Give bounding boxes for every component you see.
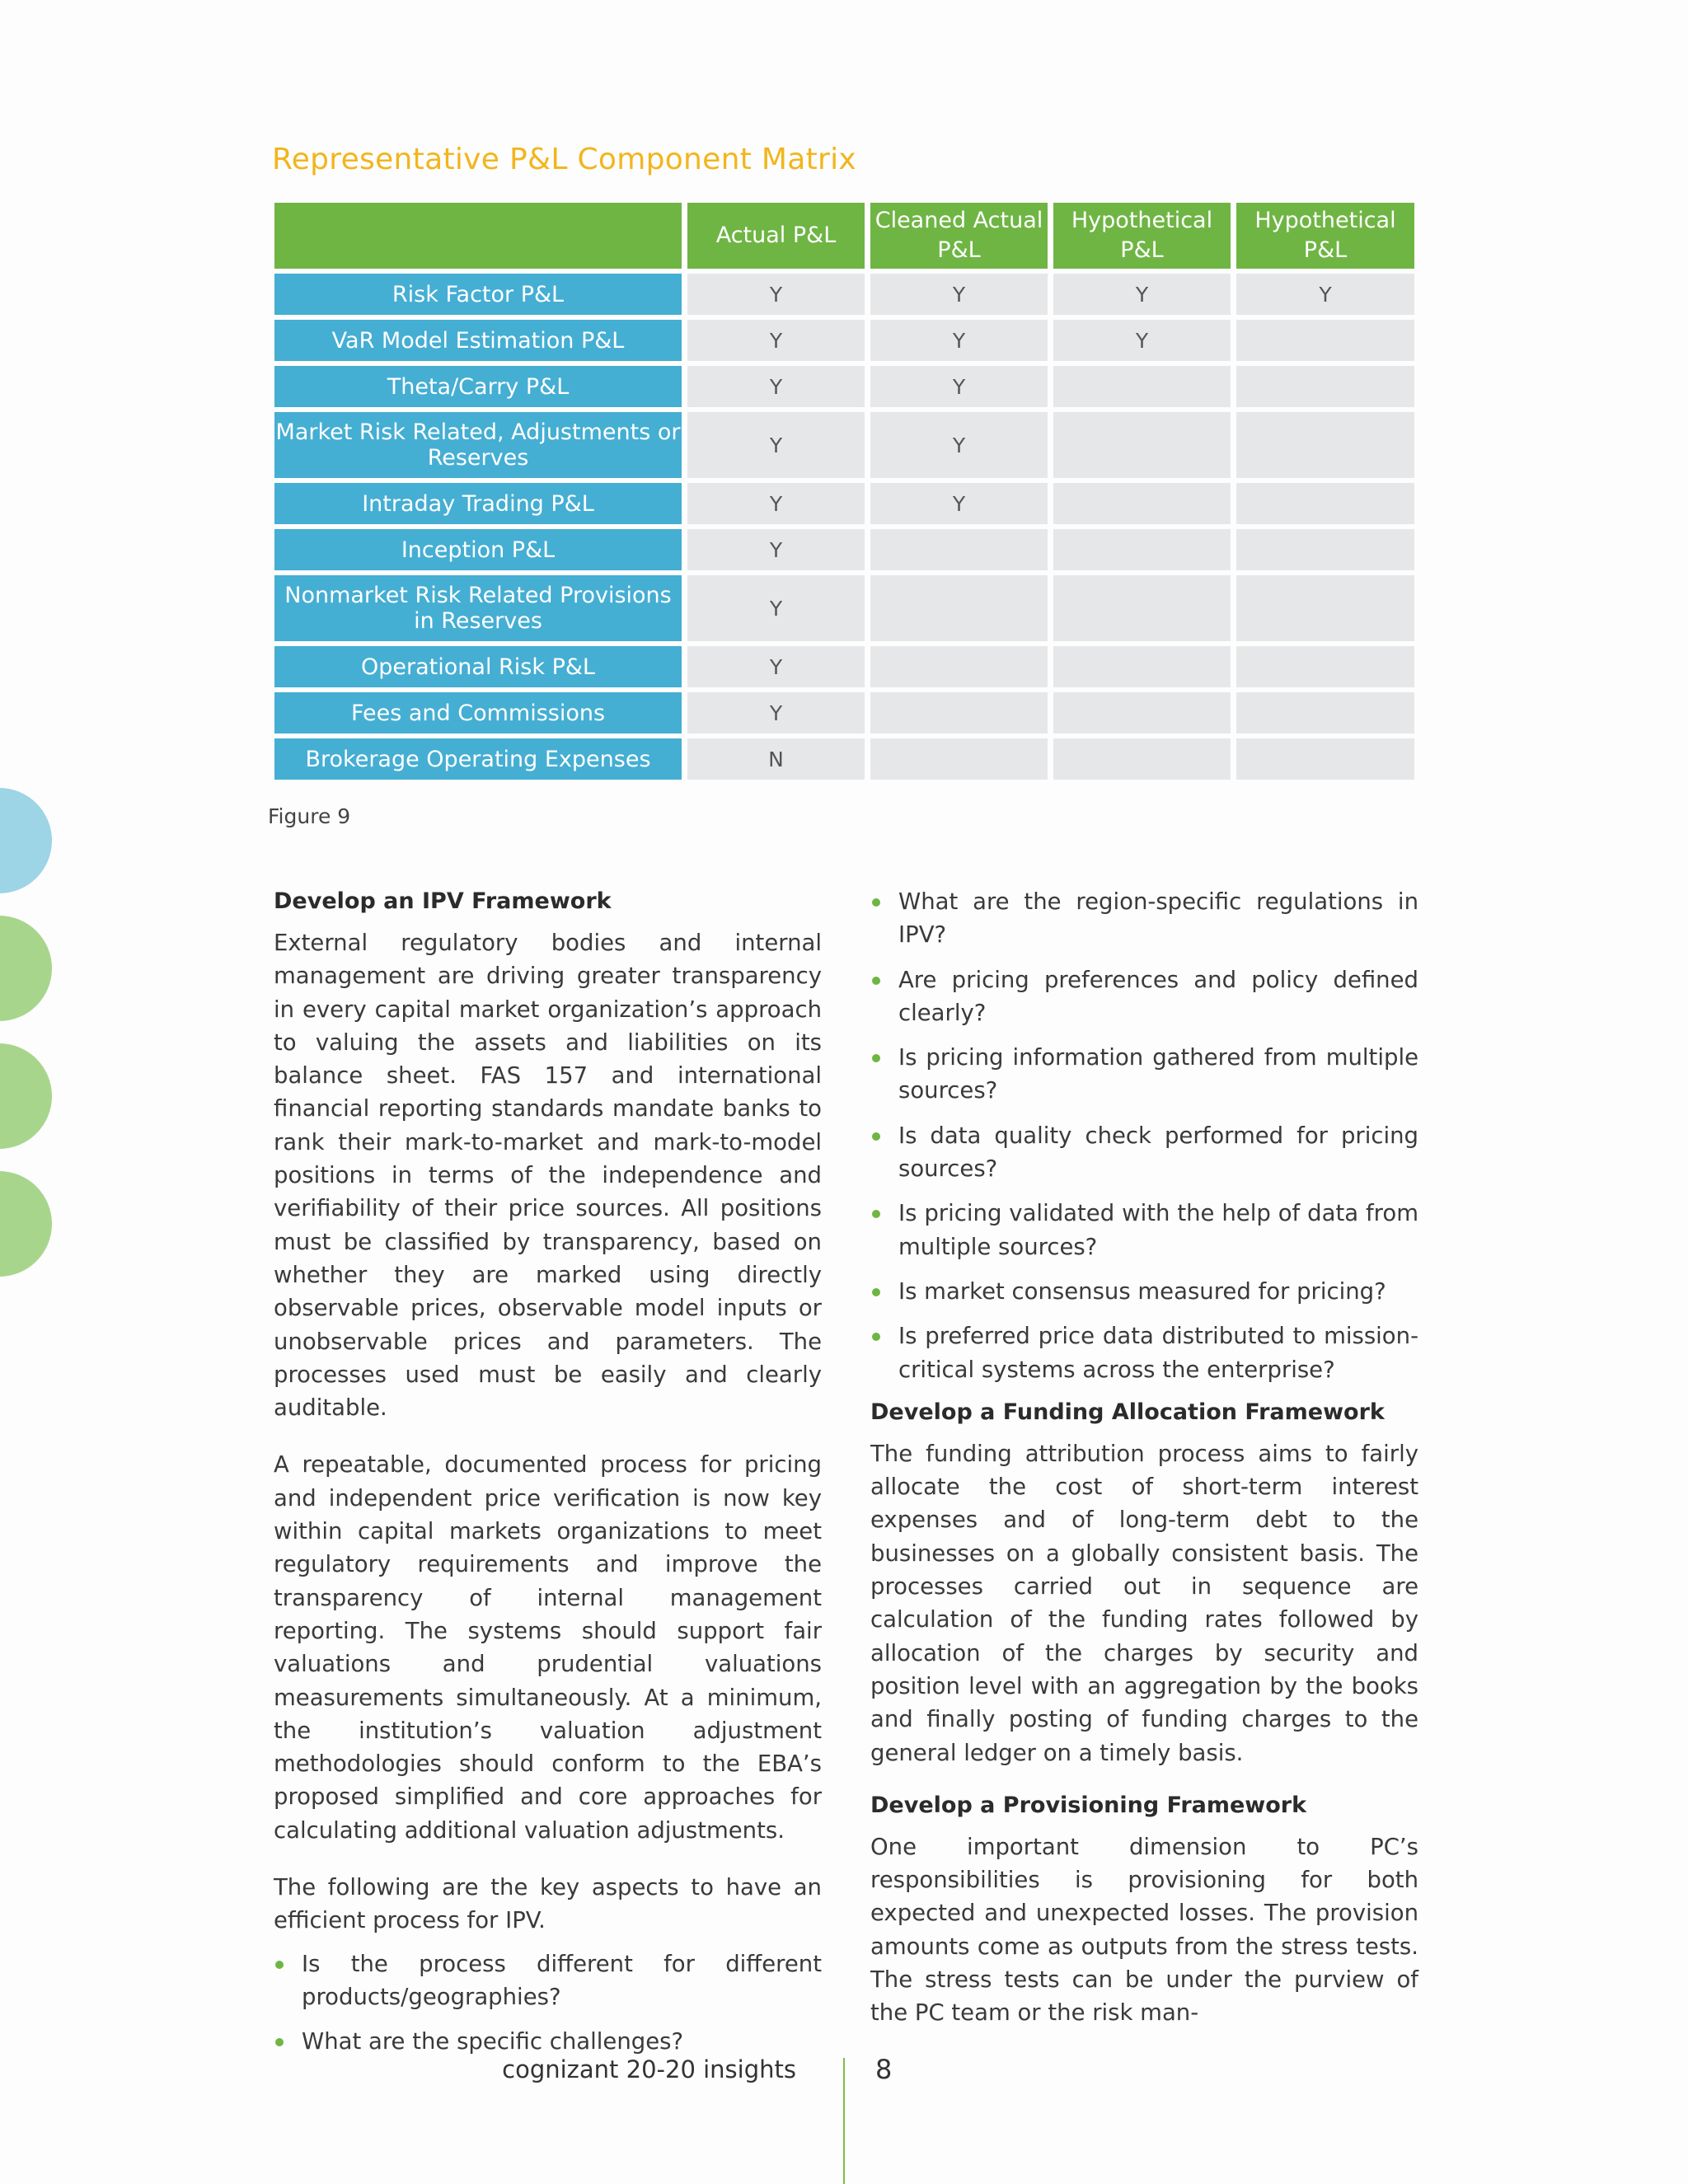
bullet-item: Is market consensus measured for pricing? [870, 1275, 1418, 1308]
row-label: Intraday Trading P&L [274, 483, 682, 524]
row-label: VaR Model Estimation P&L [274, 320, 682, 361]
matrix-header-row [274, 203, 1414, 269]
row-label: Fees and Commissions [274, 692, 682, 733]
matrix-cell [1236, 738, 1414, 780]
matrix-cell [1236, 366, 1414, 407]
matrix-cell: N [687, 738, 865, 780]
matrix-cell [1236, 575, 1414, 641]
matrix-header: Cleaned Actual P&L [870, 203, 1048, 269]
matrix-cell [1236, 412, 1414, 478]
bullet-item: Are pricing preferences and policy defined clearly? [870, 963, 1418, 1030]
bullet-item: Is data quality check performed for pricing sources? [870, 1119, 1418, 1186]
decorative-circle-green [0, 1043, 52, 1149]
figure-caption: Figure 9 [268, 804, 351, 828]
paragraph: One important dimension to PC’s responsibilities is provisioning for both expected and unexpected losses. The provision amounts come as outputs from the stress tests. The stress tests can be under the purview of the PC team or the risk man- [870, 1833, 1418, 2027]
bullet-item: What are the region-specific regulations in IPV? [870, 885, 1418, 952]
matrix-cell [1236, 483, 1414, 524]
row-label: Nonmarket Risk Related Provisions in Reserves [274, 575, 682, 641]
matrix-row [274, 692, 1414, 733]
matrix-cell [870, 575, 1048, 641]
decorative-circle-green [0, 916, 52, 1021]
bullet-item: Is pricing information gathered from multiple sources? [870, 1041, 1418, 1108]
section-heading: Develop a Funding Allocation Framework [870, 1399, 1385, 1425]
pl-component-matrix [269, 198, 1420, 785]
row-label: Brokerage Operating Expenses [274, 738, 682, 780]
matrix-cell [870, 529, 1048, 570]
matrix-row [274, 366, 1414, 407]
matrix-cell: Y [870, 366, 1048, 407]
matrix-cell: Y [687, 692, 865, 733]
matrix-cell [870, 738, 1048, 780]
matrix-cell: Y [687, 366, 865, 407]
matrix-header: Hypothetical P&L [1236, 203, 1414, 269]
matrix-cell [1053, 646, 1231, 687]
bullet-item: Is pricing validated with the help of data from multiple sources? [870, 1197, 1418, 1263]
bullet-list [870, 885, 1418, 1386]
paragraph: The funding attribution process aims to fairly allocate the cost of short-term interest expenses and of long-term debt to the businesses on a globally consistent basis. The processes carried out in sequence are calculation of the funding rates followed by allocation of the charges by security and position level with an aggregation by the books and finally posting of funding charges to the general ledger on a timely basis. [870, 1440, 1418, 1766]
matrix-cell: Y [687, 483, 865, 524]
matrix-row [274, 529, 1414, 570]
matrix-cell: Y [687, 320, 865, 361]
row-label: Operational Risk P&L [274, 646, 682, 687]
matrix-cell: Y [870, 274, 1048, 315]
bullet-item: What are the specific challenges? [274, 2025, 822, 2058]
matrix-cell [1053, 529, 1231, 570]
row-label: Inception P&L [274, 529, 682, 570]
decorative-circle-blue [0, 788, 52, 893]
matrix-row [274, 412, 1414, 478]
bullet-item: Is the process different for different products/geographies? [274, 1947, 822, 2014]
matrix-header-corner [274, 203, 682, 269]
matrix-cell [870, 646, 1048, 687]
matrix-row [274, 320, 1414, 361]
matrix-row [274, 274, 1414, 315]
matrix-cell [1053, 738, 1231, 780]
section-heading: Develop an IPV Framework [274, 888, 612, 914]
matrix-cell [1053, 575, 1231, 641]
matrix-cell: Y [870, 412, 1048, 478]
matrix-cell [1236, 529, 1414, 570]
matrix-cell: Y [1053, 320, 1231, 361]
bullet-list [274, 1947, 822, 2059]
paragraph: External regulatory bodies and internal management are driving greater transparency in every capital market organization’s approach to valuing the assets and liabilities on its balance sheet. FAS 157 and international financial reporting standards mandate banks to rank their mark-to-market and mark-to-model positions in terms of the independence and verifiability of their price sources. All positions must be classified by transparency, based on whether they are marked using directly observable prices, observable model inputs or unobservable prices and parameters. The processes used must be easily and clearly auditable. [274, 930, 822, 1422]
paragraph: The following are the key aspects to have an efficient process for IPV. [274, 1874, 822, 1934]
matrix-cell: Y [1236, 274, 1414, 315]
matrix-cell: Y [687, 646, 865, 687]
matrix-cell: Y [687, 529, 865, 570]
right-column [870, 885, 1418, 2030]
matrix-row [274, 483, 1414, 524]
left-column [274, 885, 822, 2059]
matrix-row [274, 738, 1414, 780]
matrix-cell [870, 692, 1048, 733]
row-label: Theta/Carry P&L [274, 366, 682, 407]
matrix-header: Actual P&L [687, 203, 865, 269]
page-number: 8 [875, 2054, 893, 2085]
matrix-cell: Y [870, 320, 1048, 361]
matrix-cell [1053, 692, 1231, 733]
matrix-cell: Y [687, 274, 865, 315]
matrix-cell: Y [687, 575, 865, 641]
matrix-cell [1236, 320, 1414, 361]
matrix-row [274, 646, 1414, 687]
matrix-cell [1236, 692, 1414, 733]
matrix-cell [1053, 366, 1231, 407]
matrix-row [274, 575, 1414, 641]
matrix-header: Hypothetical P&L [1053, 203, 1231, 269]
matrix-cell [1053, 483, 1231, 524]
matrix-cell: Y [687, 412, 865, 478]
paragraph: A repeatable, documented process for pricing and independent price verification is now key within capital markets organizations to meet regulatory requirements and improve the transparency of internal management reporting. The systems should support fair valuations and prudential valuations measurements simultaneously. At a minimum, the institution’s valuation adjustment methodologies should conform to the EBA’s proposed simplified and core approaches for calculating additional valuation adjustments. [274, 1451, 822, 1844]
matrix-cell [1053, 412, 1231, 478]
footer-divider [843, 2058, 845, 2184]
row-label: Risk Factor P&L [274, 274, 682, 315]
row-label: Market Risk Related, Adjustments or Reserves [274, 412, 682, 478]
section-heading: Develop a Provisioning Framework [870, 1792, 1307, 1818]
matrix-cell [1236, 646, 1414, 687]
decorative-circle-green [0, 1171, 52, 1277]
bullet-item: Is preferred price data distributed to mission-critical systems across the enterprise? [870, 1319, 1418, 1386]
matrix-cell: Y [870, 483, 1048, 524]
matrix-cell: Y [1053, 274, 1231, 315]
footer-publication: cognizant 20-20 insights [502, 2055, 796, 2083]
figure-title: Representative P&L Component Matrix [272, 143, 857, 176]
